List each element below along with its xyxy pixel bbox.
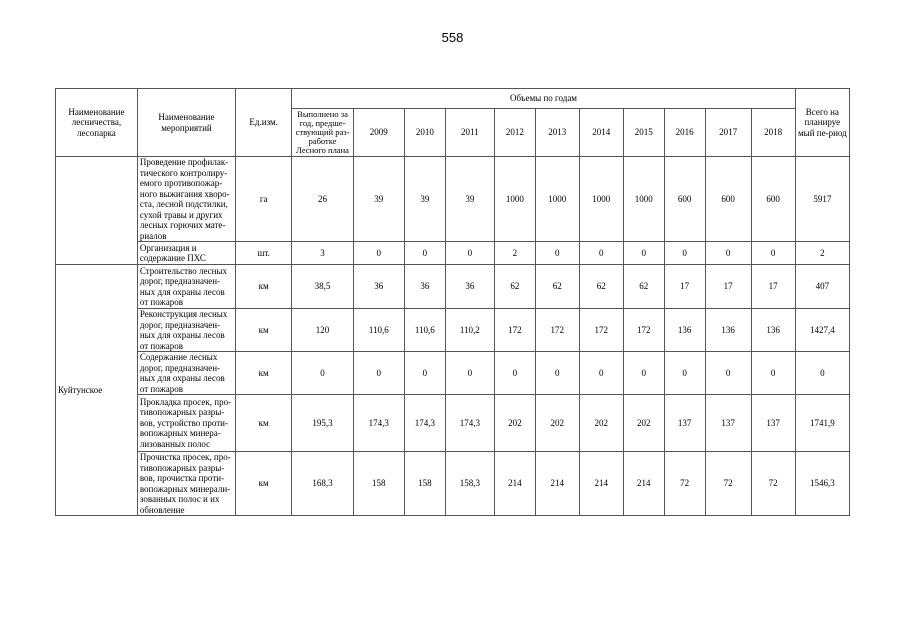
value-cell: 0 [705,352,751,395]
value-cell: 214 [535,452,579,516]
table-row [56,309,850,352]
value-cell: 72 [751,452,795,516]
unit-cell: км [236,309,292,352]
activity-cell: Содержание лесных дорог, предназначен-ных для охраны лесов от пожаров [137,352,235,395]
unit-header: Ед.изм. [236,89,292,157]
value-cell: 137 [664,395,705,452]
value-cell: 202 [494,395,535,452]
value-cell: 174,3 [353,395,404,452]
value-cell: 110,6 [404,309,445,352]
value-cell: 214 [623,452,664,516]
unit-cell: км [236,265,292,309]
total-cell: 1546,3 [795,452,849,516]
prior-cell: 38,5 [292,265,353,309]
activity-cell: Прокладка просек, про-тивопожарных разры-вов, устройство проти-вопожарных минера-лизованных полос [137,395,235,452]
value-cell: 0 [445,352,494,395]
header-row-1 [56,89,850,109]
value-cell: 1000 [579,157,623,242]
year-header: 2012 [494,109,535,157]
year-header: 2017 [705,109,751,157]
value-cell: 62 [623,265,664,309]
value-cell: 600 [751,157,795,242]
total-cell: 2 [795,242,849,265]
unit-cell: шт. [236,242,292,265]
value-cell: 137 [751,395,795,452]
value-cell: 172 [579,309,623,352]
value-cell: 0 [579,242,623,265]
value-cell: 0 [664,352,705,395]
activity-header: Наименование мероприятий [137,89,235,157]
activity-cell: Организация и содержание ПХС [137,242,235,265]
value-cell: 172 [494,309,535,352]
value-cell: 39 [445,157,494,242]
value-cell: 0 [623,242,664,265]
value-cell: 62 [579,265,623,309]
value-cell: 17 [664,265,705,309]
year-header: 2010 [404,109,445,157]
value-cell: 0 [664,242,705,265]
value-cell: 172 [535,309,579,352]
total-cell: 0 [795,352,849,395]
value-cell: 158 [353,452,404,516]
total-cell: 5917 [795,157,849,242]
value-cell: 174,3 [404,395,445,452]
value-cell: 1000 [494,157,535,242]
value-cell: 137 [705,395,751,452]
value-cell: 172 [623,309,664,352]
prior-cell: 168,3 [292,452,353,516]
value-cell: 136 [664,309,705,352]
value-cell: 36 [404,265,445,309]
total-header: Всего на планируе мый пе-риод [795,89,849,157]
year-header: 2013 [535,109,579,157]
activity-cell: Строительство лесных дорог, предназначен-ных для охраны лесов от пожаров [137,265,235,309]
value-cell: 0 [353,242,404,265]
year-header: 2009 [353,109,404,157]
done-prior-header: Выполнено за год, предше-ствующий раз-работке Лесного плана [292,109,353,157]
value-cell: 2 [494,242,535,265]
value-cell: 39 [353,157,404,242]
value-cell: 158 [404,452,445,516]
value-cell: 0 [404,242,445,265]
prior-cell: 120 [292,309,353,352]
value-cell: 36 [445,265,494,309]
value-cell: 36 [353,265,404,309]
value-cell: 1000 [623,157,664,242]
value-cell: 214 [579,452,623,516]
value-cell: 17 [705,265,751,309]
value-cell: 0 [705,242,751,265]
forestry-header: Наименование лесничества, лесопарка [56,89,138,157]
prior-cell: 26 [292,157,353,242]
value-cell: 17 [751,265,795,309]
value-cell: 202 [579,395,623,452]
prior-cell: 3 [292,242,353,265]
value-cell: 0 [494,352,535,395]
value-cell: 136 [705,309,751,352]
value-cell: 62 [494,265,535,309]
unit-cell: км [236,452,292,516]
value-cell: 202 [623,395,664,452]
total-cell: 407 [795,265,849,309]
value-cell: 0 [751,352,795,395]
value-cell: 600 [705,157,751,242]
total-cell: 1427,4 [795,309,849,352]
table-row [56,395,850,452]
year-header: 2015 [623,109,664,157]
value-cell: 0 [535,242,579,265]
activity-cell: Реконструкция лесных дорог, предназначен-ных для охраны лесов от пожаров [137,309,235,352]
table-row [56,352,850,395]
page-number: 558 [441,30,464,45]
table-row [56,265,850,309]
value-cell: 0 [535,352,579,395]
unit-cell: км [236,395,292,452]
table-row [56,157,850,242]
value-cell: 600 [664,157,705,242]
unit-cell: га [236,157,292,242]
table-row [56,242,850,265]
forestry-cell-empty [56,157,138,265]
year-header: 2016 [664,109,705,157]
value-cell: 110,2 [445,309,494,352]
value-cell: 0 [353,352,404,395]
value-cell: 62 [535,265,579,309]
unit-cell: км [236,352,292,395]
value-cell: 110,6 [353,309,404,352]
table-row [56,452,850,516]
value-cell: 202 [535,395,579,452]
value-cell: 0 [579,352,623,395]
value-cell: 72 [705,452,751,516]
value-cell: 0 [404,352,445,395]
volumes-by-year-header: Объемы по годам [292,89,795,109]
year-header: 2011 [445,109,494,157]
year-header: 2018 [751,109,795,157]
value-cell: 72 [664,452,705,516]
value-cell: 136 [751,309,795,352]
prior-cell: 195,3 [292,395,353,452]
value-cell: 39 [404,157,445,242]
forestry-name-cell: Куйтунское [56,265,138,516]
forest-fire-measures-table [55,88,850,516]
activity-cell: Прочистка просек, про-тивопожарных разры-вов, прочистка проти-вопожарных минерали-зованных полос и их обновление [137,452,235,516]
prior-cell: 0 [292,352,353,395]
value-cell: 0 [751,242,795,265]
value-cell: 1000 [535,157,579,242]
value-cell: 0 [623,352,664,395]
value-cell: 0 [445,242,494,265]
value-cell: 214 [494,452,535,516]
value-cell: 158,3 [445,452,494,516]
activity-cell: Проведение профилак-тического контролиру-емого противопожар-ного выжигания хворо-ста, лесной подстилки, сухой травы и других лесных горючих мате-риалов [137,157,235,242]
value-cell: 174,3 [445,395,494,452]
year-header: 2014 [579,109,623,157]
total-cell: 1741,9 [795,395,849,452]
